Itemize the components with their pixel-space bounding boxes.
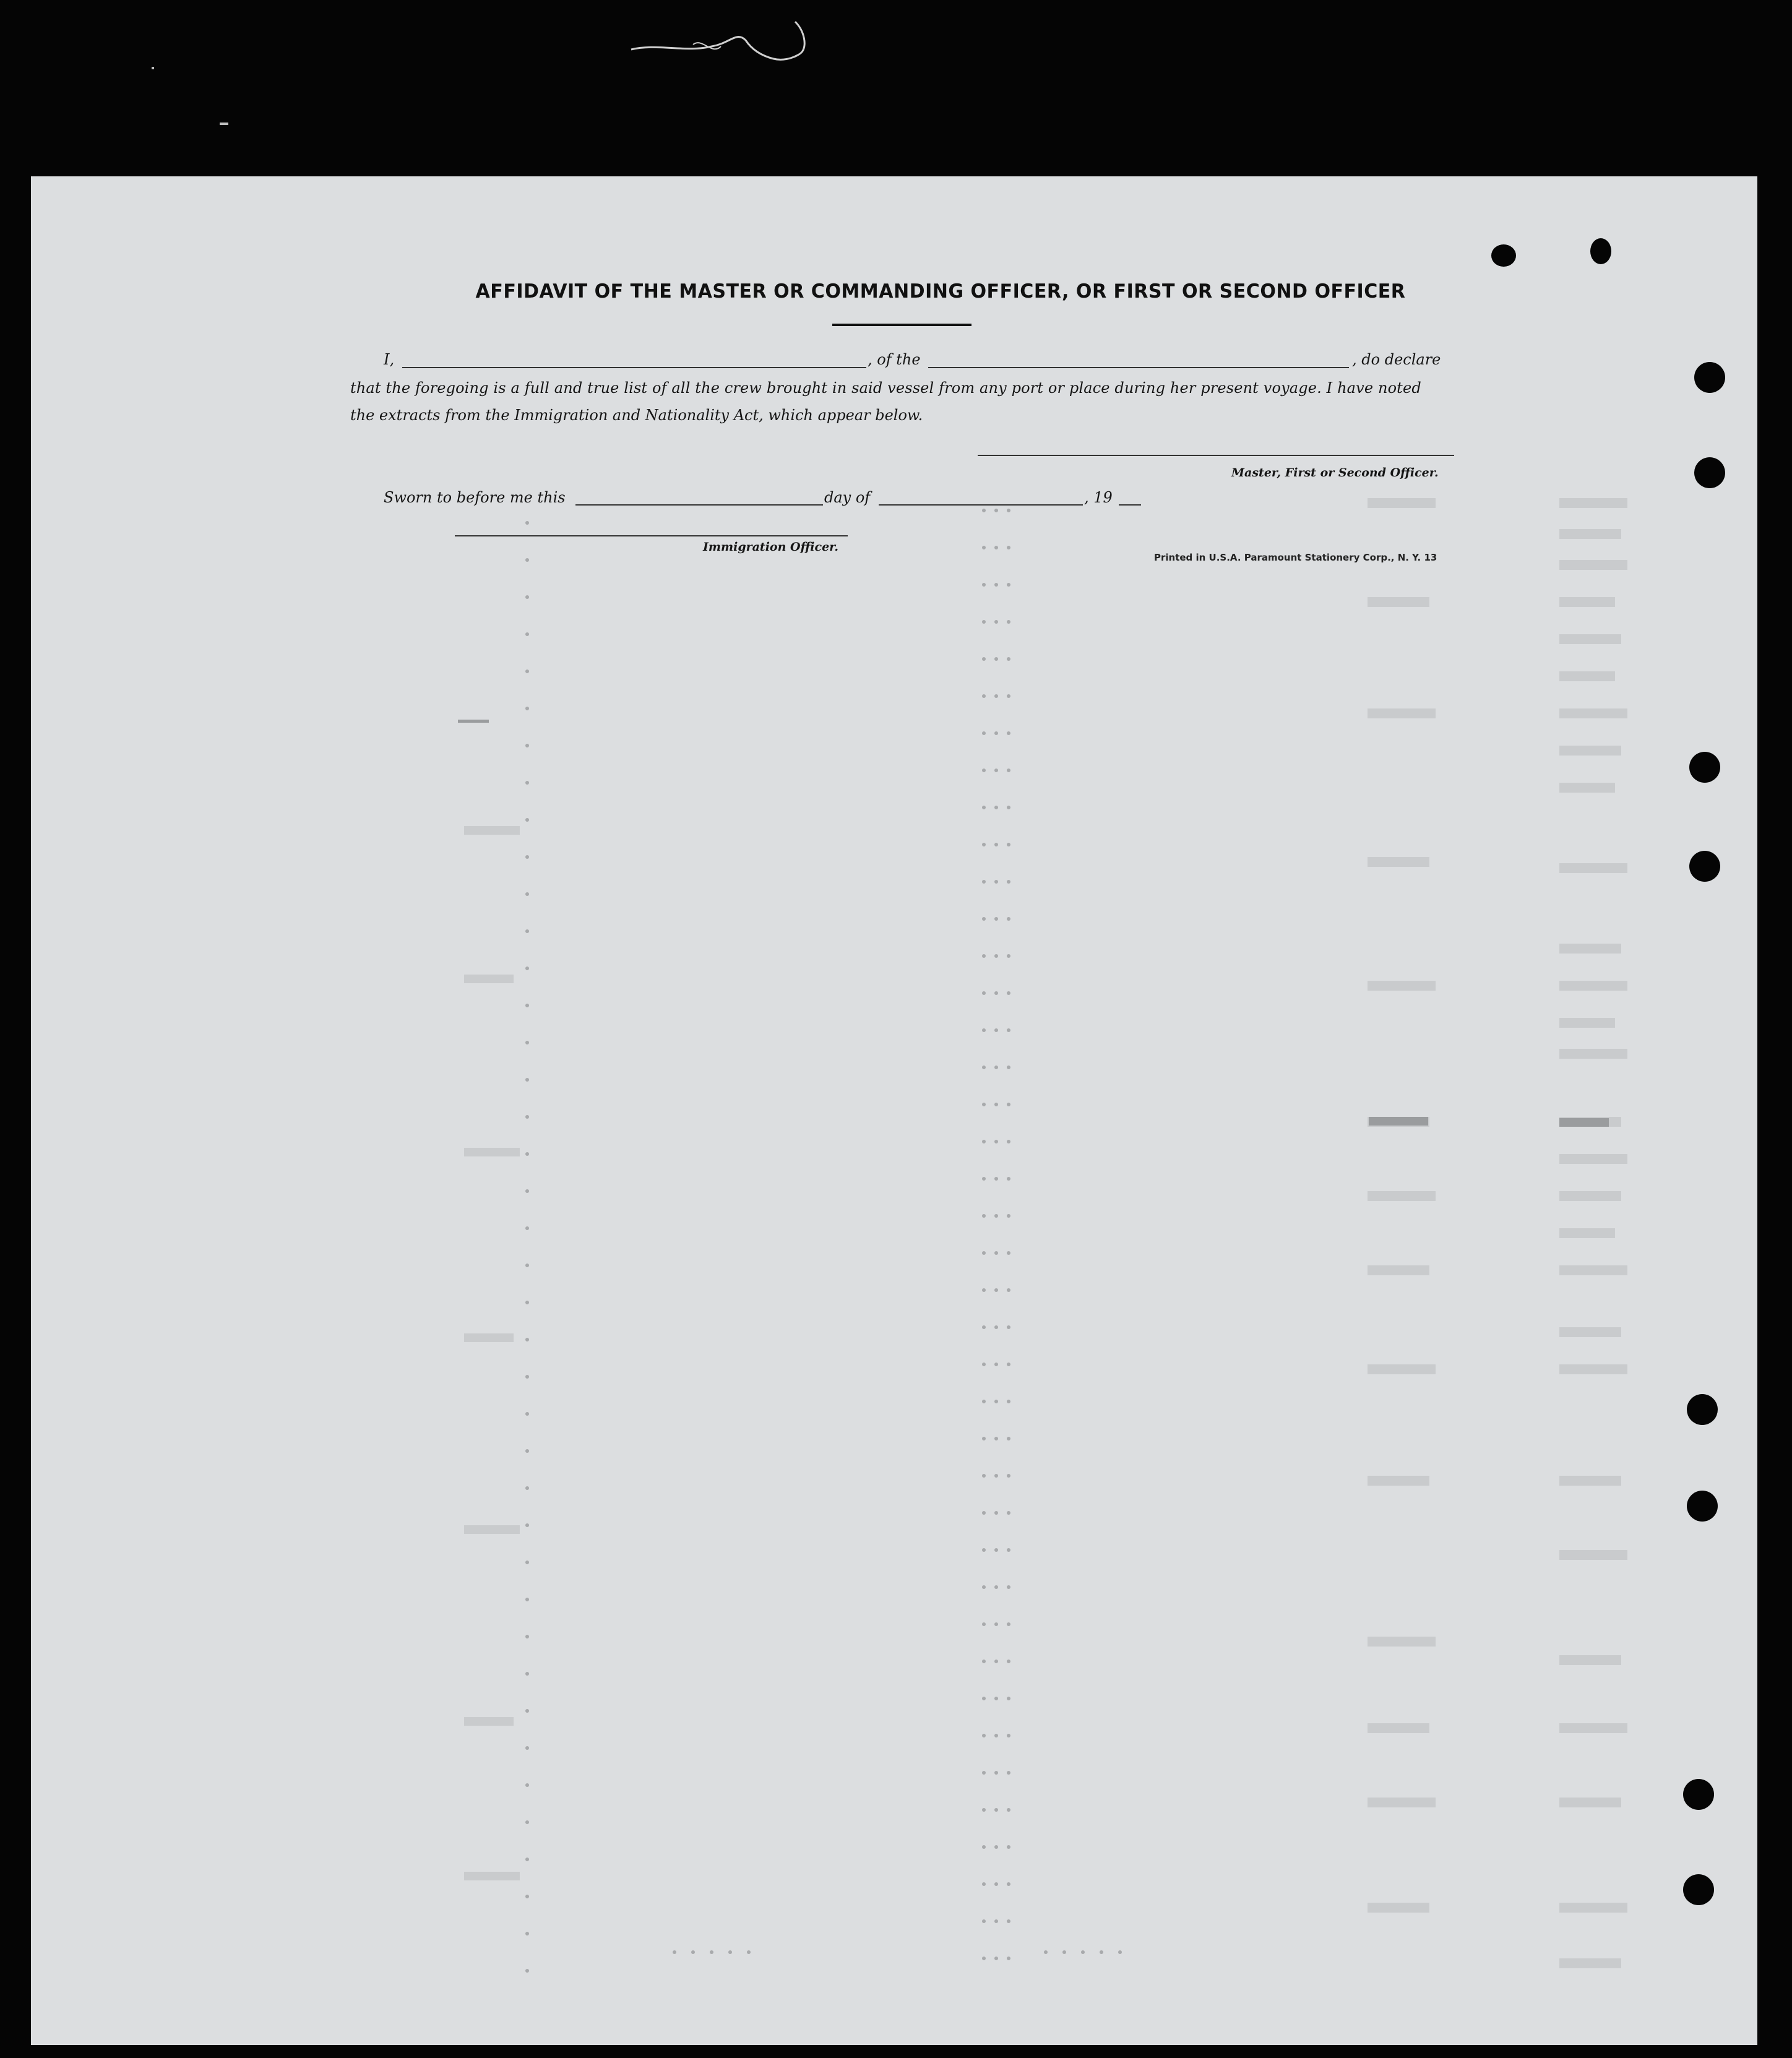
declarant-name-field[interactable] xyxy=(402,353,866,368)
sworn-year-field[interactable] xyxy=(1119,491,1141,506)
sworn-year-prefix: , 19 xyxy=(1084,489,1113,506)
declaration-do-declare: , do declare xyxy=(1352,351,1441,368)
punch-hole xyxy=(1689,752,1720,783)
bleed-through-crew-list xyxy=(31,176,1757,2045)
printer-imprint: Printed in U.S.A. Paramount Stationery Corp., N. Y. 13 xyxy=(1154,552,1437,563)
thread-mark xyxy=(619,19,817,93)
sworn-day-of: day of xyxy=(824,489,871,506)
sworn-prefix: Sworn to before me this xyxy=(384,489,566,506)
document-page xyxy=(31,176,1757,2045)
punch-hole xyxy=(1689,851,1720,882)
punch-hole xyxy=(1687,1394,1718,1425)
affidavit-title: AFFIDAVIT OF THE MASTER OR COMMANDING OFFICER, OR FIRST OR SECOND OFFICER xyxy=(475,280,1406,303)
punch-hole xyxy=(1683,1779,1714,1810)
declaration-line-3: the extracts from the Immigration and Nationality Act, which appear below. xyxy=(350,407,923,424)
dust-speck xyxy=(152,67,154,69)
dust-speck xyxy=(220,123,228,125)
immigration-officer-signature-field[interactable] xyxy=(455,529,848,536)
punch-hole xyxy=(1694,362,1725,393)
sworn-month-field[interactable] xyxy=(879,491,1083,506)
title-underline xyxy=(832,324,971,326)
master-signature-field[interactable] xyxy=(978,449,1454,456)
torn-mark xyxy=(1491,244,1516,267)
declaration-prefix: I, xyxy=(384,351,395,368)
sworn-day-field[interactable] xyxy=(575,491,823,506)
punch-hole xyxy=(1694,457,1725,488)
declaration-line-2: that the foregoing is a full and true list of all the crew brought in said vessel from any port or place during her present voyage. I have noted xyxy=(350,379,1421,397)
declaration-of-the: , of the xyxy=(868,351,921,368)
punch-hole xyxy=(1687,1491,1718,1522)
master-signature-label: Master, First or Second Officer. xyxy=(1231,466,1439,480)
immigration-officer-label: Immigration Officer. xyxy=(703,540,839,554)
vessel-name-field[interactable] xyxy=(928,353,1349,368)
torn-mark xyxy=(1590,238,1611,264)
punch-hole xyxy=(1683,1874,1714,1905)
